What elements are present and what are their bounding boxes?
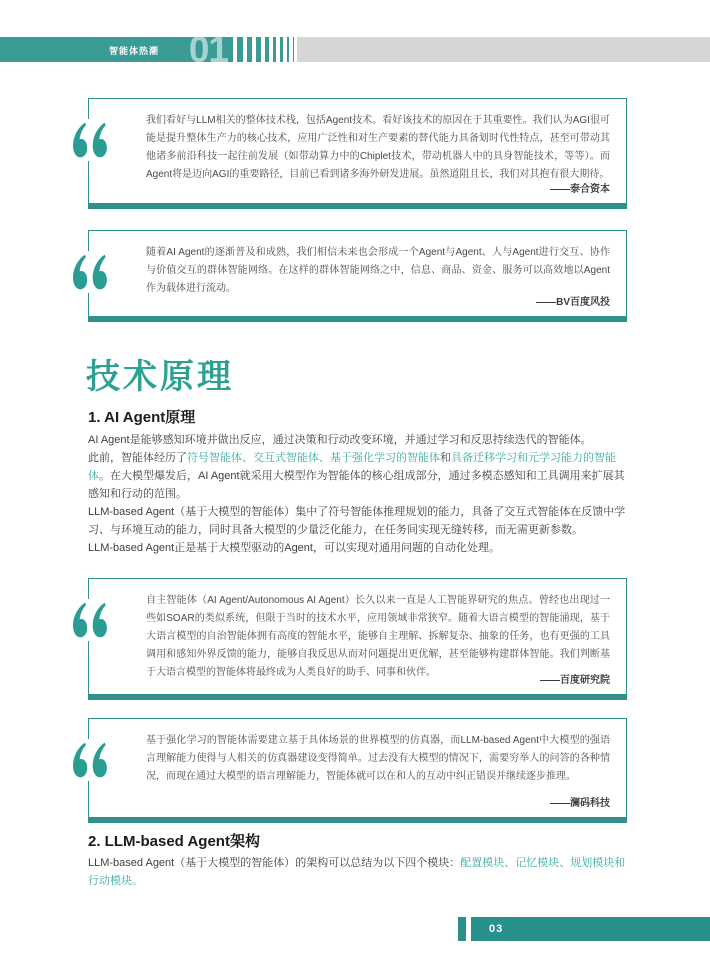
footer-accent-tick <box>458 917 466 941</box>
subsection-1-heading: 1. AI Agent原理 <box>88 409 196 426</box>
quote-text: 随着AI Agent的逐渐普及和成熟，我们相信未来也会形成一个Agent与Agent、人与Agent进行交互、协作与价值交互的群体智能网络。在这样的群体智能网络之中，信息、商品、资金、服务可以高效地以Agent作为载体进行流动。 <box>146 247 610 294</box>
paragraph-5-highlight: 配置模块、记忆模块、规划模块和行动模块。 <box>88 857 626 887</box>
quote-block-taihe <box>88 98 627 209</box>
chapter-number: 01 <box>188 29 228 70</box>
quote-text: 自主智能体（AI Agent/Autonomous AI Agent）长久以来一直是人工智能界研究的焦点。曾经也出现过一些如SOAR的类似系统，但限于当时的技术水平，应用领域非常狭窄。随着大语言模型的智能涌现，基于大语言模型的自治智能体拥有高度的智能水平，能够自主理解、拆解复杂、抽象的任务，也有更强的工具调用和感知外界反馈的能力，能够自我反思从而对问题提出更优解，甚至能够构建群体智能。我们判断基于大语言模型的智能体将最终成为人类良好的助手、同事和伙伴。 <box>146 595 610 678</box>
paragraph-2-text: 此前，智能体经历了 <box>88 452 187 464</box>
subsection-1-body <box>88 431 629 557</box>
chapter-label: 智能体热潮 <box>108 46 159 56</box>
paragraph-2-rest: 。在大模型爆发后，AI Agent就采用大模型作为智能体的核心组成部分，通过多模态感知和工具调用来扩展其感知和行动的范围。 <box>88 470 625 500</box>
page-number: 03 <box>489 923 504 935</box>
quote-attribution: ——BV百度风投 <box>536 297 610 308</box>
paragraph-5 <box>88 854 629 890</box>
quote-attribution: ——澜码科技 <box>550 798 610 809</box>
paragraph-3: LLM-based Agent（基于大模型的智能体）集中了符号智能体推理规划的能力，具备了交互式智能体在反馈中学习、与环境互动的能力，同时具备大模型的少量泛化能力，在任务间实现无缝转移，而无需更新参数。 <box>88 506 626 536</box>
quote-text: 基于强化学习的智能体需要建立基于具体场景的世界模型的仿真器，而LLM-based Agent中大模型的强语言理解能力使得与人相关的仿真器建设变得简单。过去没有大模型的情况下，需要穷举人的问答的各种情况，而现在通过大模型的语言理解能力，智能体就可以在和人的互动中纠正错误并继续逐步推理。 <box>146 735 610 782</box>
subsection-2-body <box>88 854 629 890</box>
paragraph-5-text: LLM-based Agent（基于大模型的智能体）的架构可以总结为以下四个模块： <box>88 857 461 869</box>
quote-icon <box>70 251 110 293</box>
paragraph-2-highlight-2: 具备迁移学习和元学习能力的智能体 <box>88 452 616 482</box>
quote-block-baidu-research <box>88 578 627 700</box>
paragraph-2 <box>88 449 629 503</box>
paragraph-2-connector: 和 <box>440 452 451 464</box>
quote-text: 我们看好与LLM相关的整体技术栈，包括Agent技术。看好该技术的原因在于其重要性。我们认为AGI很可能是提升整体生产力的核心技术，应用广泛性和对生产要素的替代能力具备划时代性特点，甚至可带动其他诸多前沿科技一起往前发展（如带动算力中的Chiplet技术，带动机器人中的具身智能技术，等等）。而Agent将是迈向AGI的重要路径，目前已看到诸多海外研发进展。虽然道阻且长，我们对其抱有很大期待。 <box>146 115 610 180</box>
quote-attribution: ——泰合资本 <box>550 184 610 195</box>
header-band <box>0 29 710 70</box>
section-title: 技术原理 <box>86 358 234 396</box>
paragraph-2-highlight-1: 符号智能体、交互式智能体、基于强化学习的智能体 <box>187 452 440 464</box>
header-band-gray <box>297 37 710 62</box>
header-band-teal <box>0 29 233 70</box>
quote-attribution: ——百度研究院 <box>540 675 610 686</box>
footer-bar <box>471 917 710 941</box>
paragraph-4: LLM-based Agent正是基于大模型驱动的Agent，可以实现对通用问题的自动化处理。 <box>88 542 500 554</box>
quote-icon <box>70 599 110 641</box>
quote-block-bv <box>88 230 627 322</box>
quote-icon <box>70 739 110 781</box>
paragraph-1: AI Agent是能够感知环境并做出反应，通过决策和行动改变环境，并通过学习和反思持续迭代的智能体。 <box>88 434 592 446</box>
quote-icon <box>70 119 110 161</box>
quote-block-lanma <box>88 718 627 823</box>
subsection-2-heading: 2. LLM-based Agent架构 <box>88 833 260 850</box>
header-band-stripes-decoration <box>237 37 294 62</box>
